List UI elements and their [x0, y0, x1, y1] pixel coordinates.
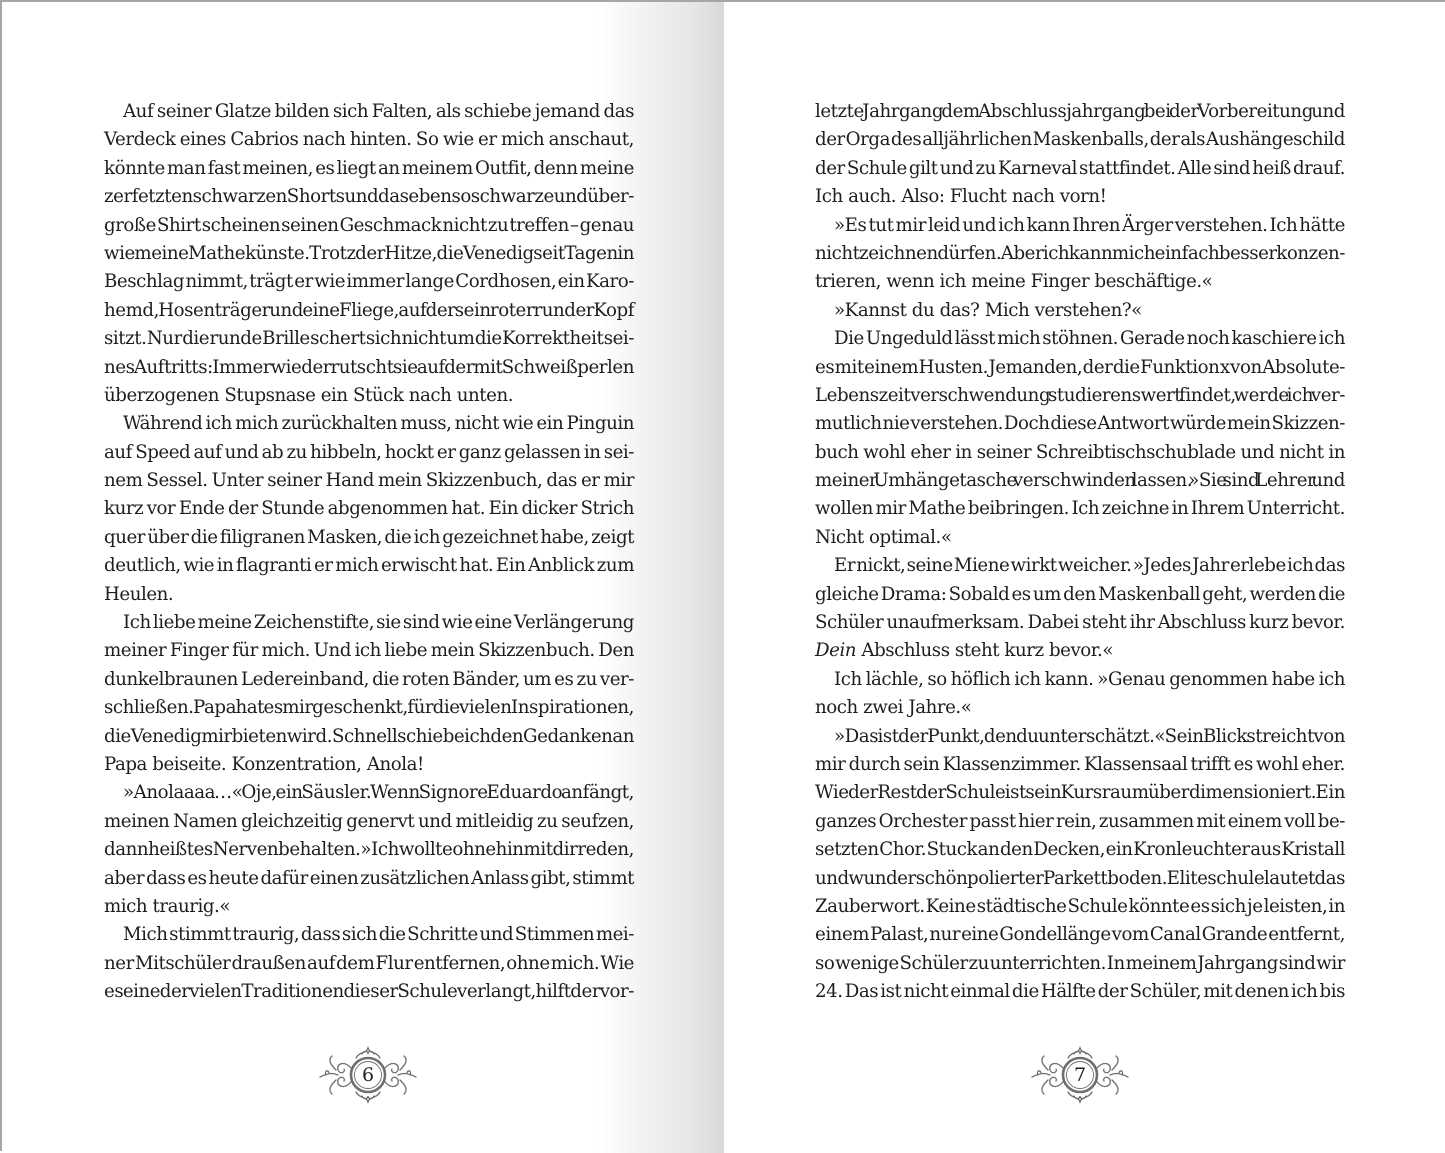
text-line: hemd, Hosenträger und eine Fliege, auf der sein roter runder Kopf [104, 299, 634, 321]
italic-emphasis: Dein [815, 640, 857, 662]
text-line: meinen Namen gleichzeitig genervt und mitleidig zu seufzen, [104, 810, 634, 832]
text-line: dunkelbraunen Ledereinband, die roten Bänder, um es zu ver- [104, 668, 634, 690]
text-line: gleiche Drama: Sobald es um den Maskenball geht, werden die [815, 583, 1345, 605]
text-line: Lebenszeitverschwendung studierenswert findet, werde ich ver- [815, 384, 1345, 406]
text-line: könnte man fast meinen, es liegt an meinem Outfit, denn meine [104, 157, 634, 179]
text-line: Schüler unaufmerksam. Dabei steht ihr Abschluss kurz bevor. [815, 612, 1345, 634]
text-line: mich traurig.« [104, 895, 231, 917]
text-line: Verdeck eines Cabrios nach hinten. So wie er mich anschaut, [104, 129, 634, 151]
text-line: dann heißt es Nerven behalten. »Ich wollte ohnehin mit dir reden, [104, 839, 634, 861]
page-number-ornament [1028, 1042, 1132, 1108]
text-line: mir durch sein Klassenzimmer. Klassensaal trifft es wohl eher. [815, 753, 1345, 775]
text-line: buch wohl eher in seiner Schreibtischschublade und nicht in [815, 441, 1345, 463]
text-line [815, 637, 1345, 665]
text-line: Die Ungeduld lässt mich stöhnen. Gerade noch kaschiere ich [834, 328, 1345, 350]
text-line: nicht zeichnen dürfen. Aber ich kann mich einfach besser konzen- [815, 242, 1345, 264]
text-line: wie meine Mathekünste. Trotz der Hitze, die Venedig seit Tagen in [104, 242, 634, 264]
text-line: es mit einem Husten. Jemanden, der die Funktion x von Absolute- [815, 356, 1345, 378]
text-line: Zauberwort. Keine städtische Schule könnte es sich je leisten, in [815, 895, 1345, 917]
text-line: setzten Chor. Stuck an den Decken, ein Kronleuchter aus Kristall [815, 839, 1345, 861]
text-line: »Es tut mir leid und ich kann Ihren Ärger verstehen. Ich hätte [834, 214, 1345, 236]
text-line: es eine der vielen Traditionen dieser Schule verlangt, hilft der vor- [104, 981, 634, 1003]
text-line: auf Speed auf und ab zu hibbeln, hockt er ganz gelassen in sei- [104, 441, 634, 463]
text-line: quer über die filigranen Masken, die ich gezeichnet habe, zeigt [104, 526, 634, 548]
text-line: Ich auch. Also: Flucht nach vorn! [815, 186, 1107, 208]
text-line: Auf seiner Glatze bilden sich Falten, als schiebe jemand das [123, 101, 634, 122]
text-line: meiner Finger für mich. Und ich liebe mein Skizzenbuch. Den [104, 640, 634, 662]
text-line: Wie der Rest der Schule ist sein Kursraum überdimensioniert. Ein [815, 782, 1345, 804]
text-line: »Anolaaaa …« Oje, ein Säusler. Wenn Signore Eduardo anfängt, [123, 782, 634, 804]
text-line: so wenige Schüler zu unterrichten. In meinem Jahrgang sind wir [815, 952, 1345, 974]
right-page [724, 2, 1445, 1153]
left-page [2, 2, 724, 1153]
text-line: Während ich mich zurückhalten muss, nicht wie ein Pinguin [123, 413, 634, 435]
text-line-content: Abschluss steht kurz bevor.« [861, 640, 1114, 662]
text-line: kurz vor Ende der Stunde abgenommen hat. Ein dicker Strich [104, 498, 634, 520]
text-line: die Venedig mir bieten wird. Schnell schiebe ich den Gedanken an [104, 725, 634, 747]
text-line: »Das ist der Punkt, den du unterschätzt.« Sein Blick streicht von [834, 725, 1345, 747]
text-line: letzte Jahrgang dem Abschlussjahrgang bei der Vorbereitung und [815, 101, 1345, 122]
text-line: Nicht optimal.« [815, 526, 952, 548]
text-line: Mich stimmt traurig, dass sich die Schritte und Stimmen mei- [123, 924, 634, 946]
text-line: nes Auftritts: Immer wieder rutscht sie auf der mit Schweißperlen [104, 356, 634, 378]
text-line: trieren, wenn ich meine Finger beschäftige.« [815, 271, 1213, 293]
text-line: schließen. Papa hat es mir geschenkt, für die vielen Inspirationen, [104, 697, 634, 719]
text-line: 24. Das ist nicht einmal die Hälfte der Schüler, mit denen ich bis [815, 981, 1345, 1003]
text-line: Heulen. [104, 583, 174, 605]
text-line: nem Sessel. Unter seiner Hand mein Skizzenbuch, das er mir [104, 470, 634, 492]
text-line: »Kannst du das? Mich verstehen?« [834, 299, 1142, 321]
text-line: ner Mitschüler draußen auf dem Flur entfernen, ohne mich. Wie [104, 952, 634, 974]
text-line: der Schule gilt und zu Karneval stattfindet. Alle sind heiß drauf. [815, 157, 1345, 179]
left-page-text [104, 98, 634, 1007]
text-line: deutlich, wie in flagranti er mich erwischt hat. Ein Anblick zum [104, 555, 634, 577]
page-number-ornament [316, 1042, 420, 1108]
text-line: Er nickt, seine Miene wirkt weicher. »Jedes Jahr erlebe ich das [834, 555, 1345, 577]
page-number: 6 [361, 1064, 375, 1086]
right-page-text [815, 98, 1345, 1007]
text-line: ganzes Orchester passt hier rein, zusammen mit einem voll be- [815, 810, 1345, 832]
text-line: mutlich nie verstehen. Doch diese Antwort würde mein Skizzen- [815, 413, 1345, 435]
text-line: der Orga des alljährlichen Maskenballs, der als Aushängeschild [815, 129, 1345, 151]
text-line: einem Palast, nur eine Gondellänge vom Canal Grande entfernt, [815, 924, 1345, 946]
text-line: überzogenen Stupsnase ein Stück nach unten. [104, 384, 514, 406]
text-line: und wunderschön polierter Parkettboden. Eliteschule lautet das [815, 867, 1345, 889]
text-line: Ich liebe meine Zeichenstifte, sie sind wie eine Verlängerung [123, 612, 634, 634]
text-line: große Shirt scheinen seinen Geschmack nicht zu treffen – genau [104, 214, 634, 236]
text-line: sitzt. Nur die runde Brille schert sich nicht um die Korrektheit sei- [104, 328, 634, 350]
text-line: aber dass es heute dafür einen zusätzlichen Anlass gibt, stimmt [104, 867, 634, 889]
text-line: zerfetzten schwarzen Shorts und das ebenso schwarze und über- [104, 186, 634, 208]
text-line: Papa beiseite. Konzentration, Anola! [104, 753, 424, 775]
text-line: wollen mir Mathe beibringen. Ich zeichne in Ihrem Unterricht. [815, 498, 1345, 520]
page-number: 7 [1073, 1064, 1087, 1086]
text-line: Ich lächle, so höflich ich kann. »Genau genommen habe ich [834, 668, 1345, 690]
text-line: noch zwei Jahre.« [815, 697, 972, 719]
text-line: meiner Umhängetasche verschwinden lassen. »Sie sind Lehrer und [815, 470, 1345, 492]
text-line: Beschlag nimmt, trägt er wie immer lange Cordhosen, ein Karo- [104, 271, 634, 293]
